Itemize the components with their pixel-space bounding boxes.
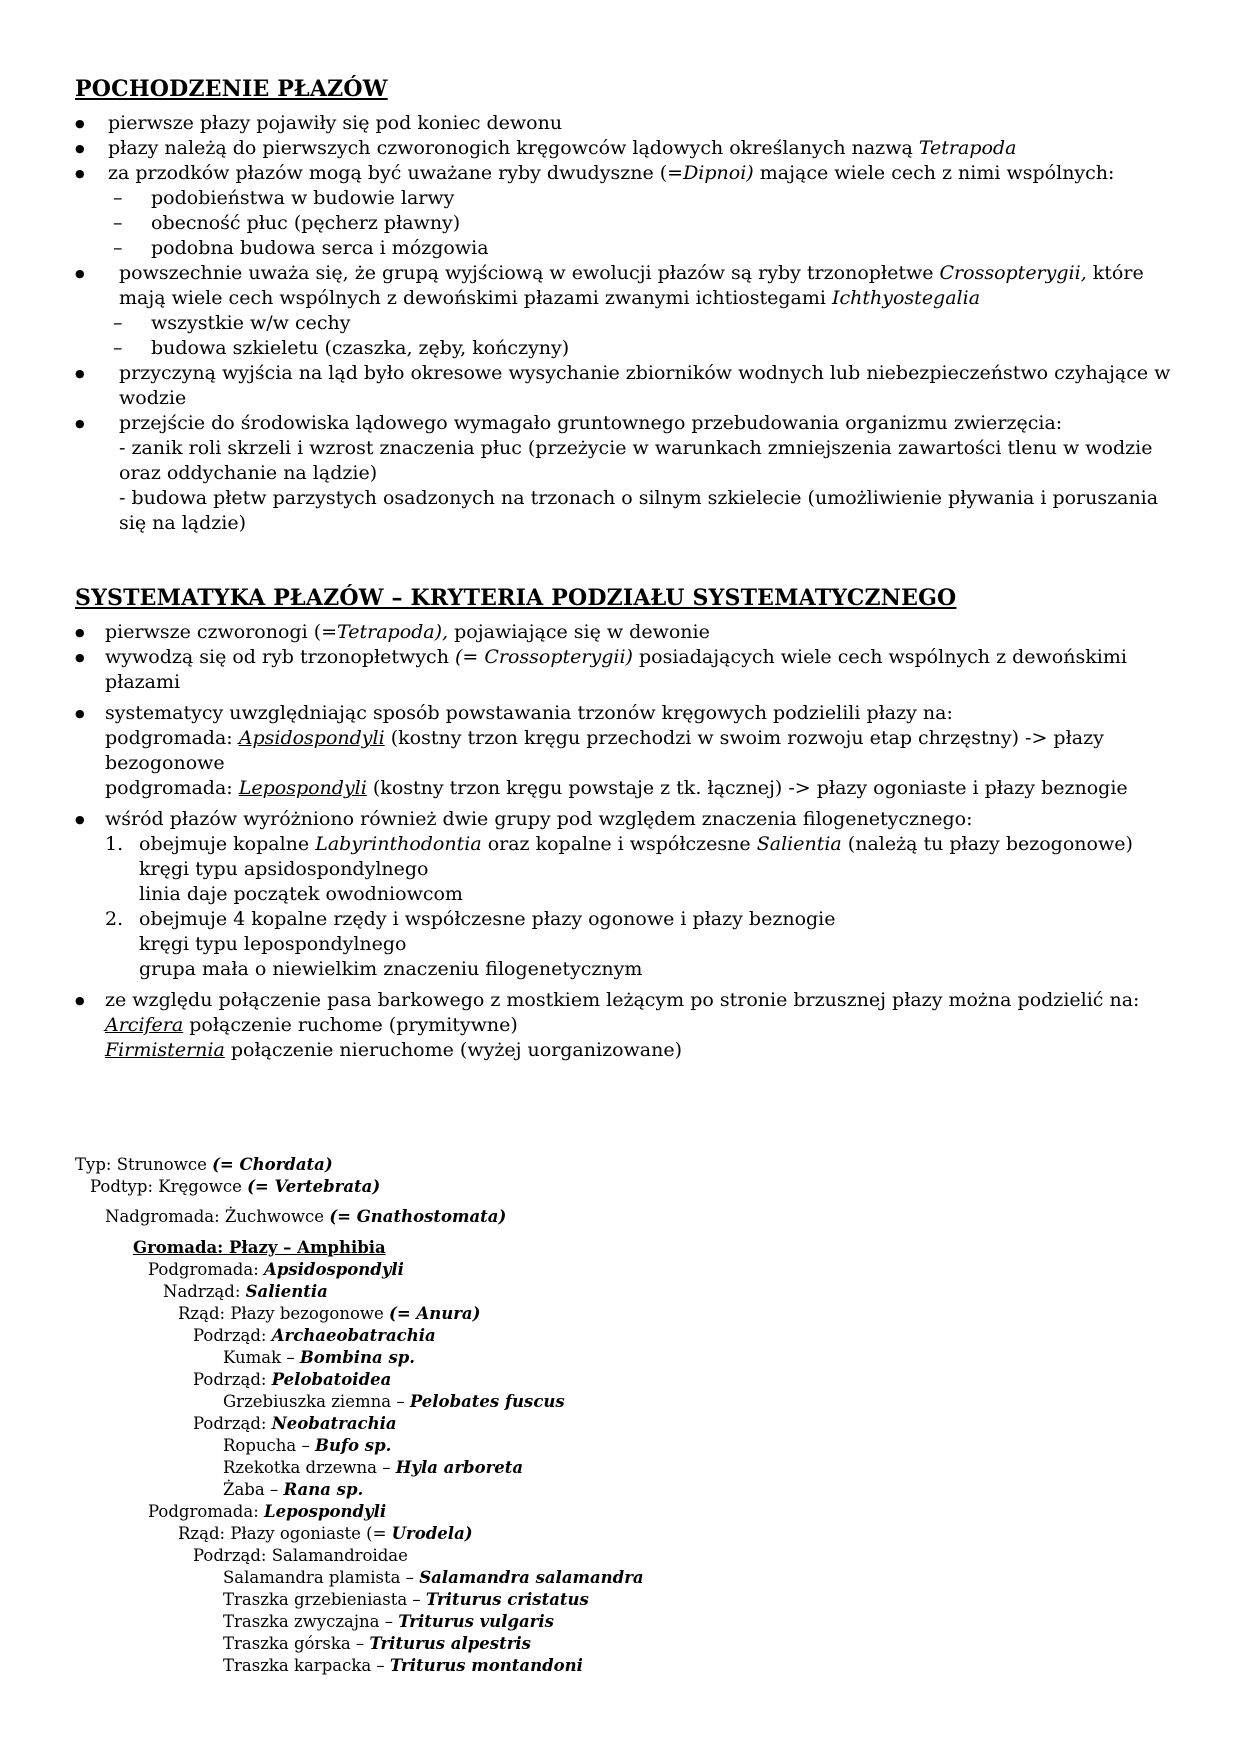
taxon-row: Nadrząd: Salientia [163,1282,328,1301]
taxon-row: Podtyp: Kręgowce (= Vertebrata) [90,1177,381,1196]
item-text: ● systematycy uwzględniając sposób powstawania trzonów kręgowych podzielili płazy na: [105,702,953,724]
item-text: pierwsze płazy pojawiły się pod koniec dewonu [108,112,563,134]
item-text: - budowa płetw parzystych osadzonych na trzonach o silnym szkielecie (umożliwienie pływania i poruszania się na lądzie) [119,487,1159,534]
item-text: mające wiele cech z nimi wspólnych: [759,162,1115,184]
taxon-row: Ropucha – Bufo sp. [223,1436,392,1455]
latin-term: Ichthyostegalia [832,287,981,309]
item-text: powszechnie uważa się, że grupą wyjściową w ewolucji płazów są ryby trzonopłetwe [119,262,934,284]
taxon-row: Żaba – Rana sp. [223,1480,364,1499]
list-item [75,701,1175,801]
taxon-row: Podrząd: Salamandroidae [193,1546,408,1565]
taxon-row: Gromada: Płazy – Amphibia [133,1238,386,1257]
item-text: Arcifera połączenie ruchome (prymitywne) [105,1014,518,1036]
list-item [75,161,1175,261]
item-text: podgromada: Apsidospondyli (kostny trzon kręgu przechodzi w swoim rozwoju etap chrzęstny) -> płazy bezogonowe [105,727,1104,774]
dash-item: – podobieństwa w budowie larwy [113,186,1175,211]
taxon-row: Nadgromada: Żuchwowce (= Gnathostomata) [105,1207,507,1226]
list-item [75,620,1175,645]
list-item [75,261,1175,361]
item-text: linia daje początek owodniowcom [139,883,463,905]
item-number: 2. [105,908,124,930]
taxon-row: Rząd: Płazy ogoniaste (= Urodela) [178,1524,473,1543]
latin-term: Labyrinthodontia [315,833,482,855]
item-text: kręgi typu apsidospondylnego [139,858,429,880]
item-text: pierwsze czworonogi (= [105,621,338,643]
list-item [75,988,1175,1063]
taxon-row: Kumak – Bombina sp. [223,1348,416,1367]
taxon-row: Podgromada: Apsidospondyli [148,1260,404,1279]
item-text: ● ze względu połączenie pasa barkowego z mostkiem leżącym po stronie brzusznej płazy można podzielić na: [105,989,1140,1011]
taxon-row: Rzekotka drzewna – Hyla arboreta [223,1458,524,1477]
latin-term: Salientia [756,833,842,855]
dash-item: – wszystkie w/w cechy [113,311,1175,336]
list-item [75,807,1175,982]
section-title-origin: POCHODZENIE PŁAZÓW [75,76,388,102]
item-text: płazy należą do pierwszych czworonogich kręgowców lądowych określanych nazwą [108,137,913,159]
item-text: Firmisternia połączenie nieruchome (wyżej uorganizowane) [105,1039,683,1061]
item-text: ● wśród płazów wyróżniono również dwie grupy pod względem znaczenia filogenetycznego: [105,808,973,830]
taxon-row: Podrząd: Neobatrachia [193,1414,397,1433]
numbered-item: 1. obejmuje kopalne Labyrinthodontia oraz kopalne i współczesne Salientia (należą tu płazy bezogonowe) kręgi typu apsidospondylnego linia daje początek owodniowcom [105,832,1175,907]
item-text: grupa mała o niewielkim znaczeniu filogenetycznym [139,958,643,980]
latin-term: Lepospondyli [238,777,367,799]
list-item [75,111,1175,136]
item-text: pojawiające się w dewonie [454,621,710,643]
item-text: które mają wiele cech wspólnych z dewońskimi płazami zwanymi ichtiostegami [119,262,1144,309]
list-item [75,361,1175,411]
item-text: podgromada: Lepospondyli (kostny trzon kręgu powstaje z tk. łącznej) -> płazy ogoniaste i płazy beznogie [105,777,1128,799]
item-text: ● przejście do środowiska lądowego wymagało gruntownego przebudowania organizmu zwierzęcia: [119,412,1063,434]
dash-item: – obecność płuc (pęcherz pławny) [113,211,1175,236]
item-text: - zanik roli skrzeli i wzrost znaczenia płuc (przeżycie w warunkach zmniejszenia zawartości tlenu w wodzie oraz oddychanie na lądzie) [119,437,1153,484]
taxon-row: Salamandra plamista – Salamandra salamandra [223,1568,644,1587]
taxon-row: Typ: Strunowce (= Chordata) [75,1155,333,1174]
taxon-row: Traszka karpacka – Triturus montandoni [223,1656,583,1675]
latin-term: Tetrapoda), [337,621,449,643]
numbered-item: 2. obejmuje 4 kopalne rzędy i współczesne płazy ogonowe i płazy beznogie kręgi typu lepospondylnego grupa mała o niewielkim znaczeniu filogenetycznym [105,907,1175,982]
item-text: za przodków płazów mogą być uważane ryby dwudyszne (= [108,162,684,184]
dash-item: – podobna budowa serca i mózgowia [113,236,1175,261]
item-text: posiadających wiele cech wspólnych z dewońskimi płazami [105,646,1127,693]
latin-term: Tetrapoda [918,137,1017,159]
taxon-row: Traszka zwyczajna – Triturus vulgaris [223,1612,554,1631]
item-number: 1. [105,833,124,855]
taxon-row: Grzebiuszka ziemna – Pelobates fuscus [223,1392,565,1411]
latin-term: (= Crossopterygii) [454,646,633,668]
origin-list [75,111,1175,536]
latin-term: Apsidospondyli [238,727,385,749]
item-text: wywodzą się od ryb trzonopłetwych [105,646,449,668]
list-item [75,136,1175,161]
taxon-row: Podrząd: Pelobatoidea [193,1370,392,1389]
section-title-systematics: SYSTEMATYKA PŁAZÓW – KRYTERIA PODZIAŁU SYSTEMATYCZNEGO [75,585,957,611]
dash-item: – budowa szkieletu (czaszka, zęby, kończyny) [113,336,1175,361]
taxon-row: Podrząd: Archaeobatrachia [193,1326,436,1345]
taxon-row: Podgromada: Lepospondyli [148,1502,387,1521]
taxon-row: Traszka grzebieniasta – Triturus cristatus [223,1590,589,1609]
latin-term: Crossopterygii, [939,262,1087,284]
item-text: przyczyną wyjścia na ląd było okresowe wysychanie zbiorników wodnych lub niebezpieczeństwo czyhające w wodzie [119,362,1171,409]
taxon-row: Traszka górska – Triturus alpestris [223,1634,531,1653]
latin-term: Firmisternia [105,1039,225,1061]
list-item [75,645,1175,695]
systematics-list [75,620,1175,1063]
taxon-row: Rząd: Płazy bezogonowe (= Anura) [178,1304,481,1323]
latin-term: Arcifera [105,1014,184,1036]
latin-term: Dipnoi) [683,162,754,184]
item-text: kręgi typu lepospondylnego [139,933,407,955]
list-item [75,411,1175,536]
